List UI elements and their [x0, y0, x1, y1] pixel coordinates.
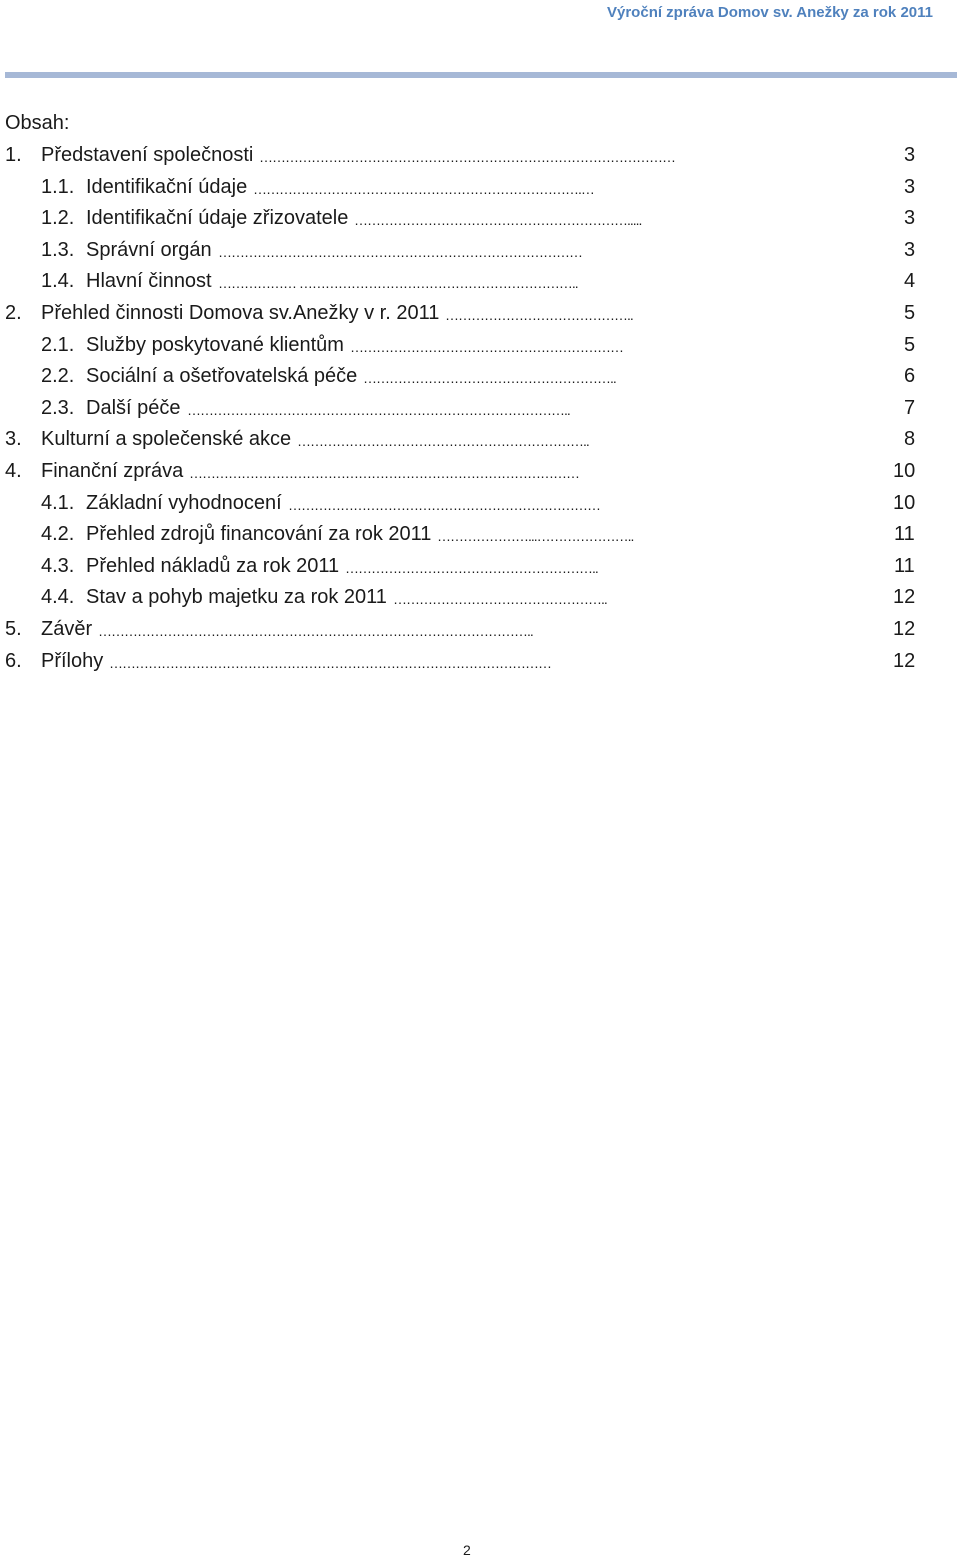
toc-entry-leader: …………………………………………..: [393, 591, 607, 608]
toc-entry-leader: ………………………………………………………: [350, 338, 623, 355]
toc-entry-number: 3.: [5, 428, 22, 451]
toc-entry-page: 8: [904, 428, 916, 451]
toc-entry-leader: …………………………………………………………………………………………: [109, 654, 551, 671]
toc-entry-leader: ………………………………………………………………: [288, 496, 600, 513]
toc-entry[interactable]: [0, 330, 960, 360]
toc-entry-page: 7: [904, 396, 916, 419]
toc-entry-title: Základní vyhodnocení: [86, 491, 282, 514]
toc-entry[interactable]: [0, 614, 960, 644]
toc-entry[interactable]: [0, 424, 960, 454]
toc-entry-number: 4.: [5, 460, 22, 482]
toc-entry[interactable]: [0, 203, 960, 233]
toc-entry-number: 2.1.: [41, 333, 75, 356]
toc-entry-number: 4.2.: [41, 523, 75, 546]
toc-entry[interactable]: [0, 456, 960, 486]
toc-entry[interactable]: [0, 361, 960, 391]
toc-entry-number: 1.2.: [41, 207, 75, 230]
toc-entry-title: Hlavní činnost: [86, 270, 212, 293]
toc-entry-number: 1.3.: [41, 238, 75, 261]
toc-entry-title: Identifikační údaje: [86, 175, 248, 198]
toc-entry-page: 12: [893, 649, 916, 672]
toc-entry-title: Finanční zpráva: [41, 460, 184, 482]
toc-entry-number: 4.4.: [41, 586, 75, 609]
toc-entry-title: Přehled činnosti Domova sv.Anežky v r. 2011: [41, 302, 440, 324]
toc-entry-page: 3: [904, 144, 916, 166]
toc-entry-number: 6.: [5, 649, 22, 672]
toc-entry[interactable]: [0, 140, 960, 170]
toc-entry-title: Přehled nákladů za rok 2011: [86, 554, 340, 577]
toc-entry-number: 4.1.: [41, 491, 75, 514]
page-number: 2: [463, 1542, 471, 1558]
toc-entry[interactable]: [0, 266, 960, 296]
toc-entry-title: Další péče: [86, 396, 181, 419]
toc-entry-page: 3: [904, 238, 916, 261]
toc-entry-number: 1.1.: [41, 175, 75, 198]
toc-entry[interactable]: [0, 235, 960, 265]
toc-entry-leader: …………………………………………………..: [345, 559, 598, 576]
toc-entry-page: 5: [904, 333, 916, 356]
toc-entry-number: 2.3.: [41, 396, 75, 419]
toc-entry-title: Identifikační údaje zřizovatele: [86, 207, 349, 230]
toc-entry[interactable]: [0, 172, 960, 202]
toc-entry-title: Stav a pohyb majetku za rok 2011: [86, 586, 387, 609]
toc-entry-title: Přehled zdrojů financování za rok 2011: [86, 523, 432, 546]
toc-entry[interactable]: [0, 582, 960, 612]
toc-entry-leader: ………………………………………………………………………………: [189, 465, 579, 481]
toc-entry-leader: ………………………………………………………………….…: [253, 180, 594, 197]
toc-entry-page: 11: [894, 554, 915, 577]
toc-entry-page: 10: [893, 460, 916, 482]
toc-entry-leader: ……………………………………………………….....: [354, 212, 642, 229]
toc-entry[interactable]: [0, 519, 960, 549]
toc-entry[interactable]: [0, 551, 960, 581]
toc-entry[interactable]: [0, 393, 960, 423]
toc-entry-leader: ……………………………………..: [445, 307, 633, 323]
toc-entry-page: 3: [904, 207, 916, 230]
toc-entry-number: 4.3.: [41, 554, 75, 577]
toc-entry-leader: …………………………………………………..: [363, 370, 616, 387]
toc-entry-page: 5: [904, 302, 916, 324]
toc-entry-page: 6: [904, 365, 916, 388]
toc-entry-number: 2.: [5, 302, 22, 324]
toc-heading: Obsah:: [5, 112, 70, 134]
toc-entry-number: 1.4.: [41, 270, 75, 293]
toc-entry[interactable]: [0, 488, 960, 518]
toc-entry-title: Služby poskytované klientům: [86, 333, 344, 356]
toc-entry-leader: …………………………………………………………..: [297, 433, 589, 450]
toc-entry-number: 2.2.: [41, 365, 75, 388]
toc-entry-title: Přílohy: [41, 649, 104, 672]
toc-entry-title: Sociální a ošetřovatelská péče: [86, 365, 358, 388]
toc-entry-leader: ……………………………………………………………………………..: [187, 401, 570, 418]
toc-entry-page: 4: [904, 270, 916, 293]
toc-entry-leader: ………………………………………………………………………………………..: [98, 623, 533, 639]
toc-entry-title: Správní orgán: [86, 238, 212, 261]
toc-entry-page: 3: [904, 175, 916, 198]
toc-entry-title: Závěr: [41, 618, 93, 640]
running-header-title: Výroční zpráva Domov sv. Anežky za rok 2011: [607, 4, 933, 21]
toc-entry-number: 5.: [5, 618, 22, 640]
toc-entry-page: 10: [893, 491, 916, 514]
toc-entry-title: Kulturní a společenské akce: [41, 428, 292, 451]
toc-entry-title: Představení společnosti: [41, 144, 254, 166]
toc-entry-leader: …………………...…………………..: [437, 528, 634, 545]
toc-entry-page: 12: [893, 618, 916, 640]
toc-entry-leader: ……………… ………………………………………………………..: [218, 275, 578, 292]
toc-entry-page: 11: [894, 523, 915, 546]
toc-entry-number: 1.: [5, 144, 22, 166]
toc-entry-leader: …………………………………………………………………………: [218, 243, 582, 260]
toc-entry-page: 12: [893, 586, 916, 609]
toc-entry-leader: ……………………………………………………………………………………: [259, 149, 675, 165]
header-divider: [5, 72, 957, 78]
toc-entry[interactable]: [0, 298, 960, 328]
toc-entry[interactable]: [0, 646, 960, 676]
